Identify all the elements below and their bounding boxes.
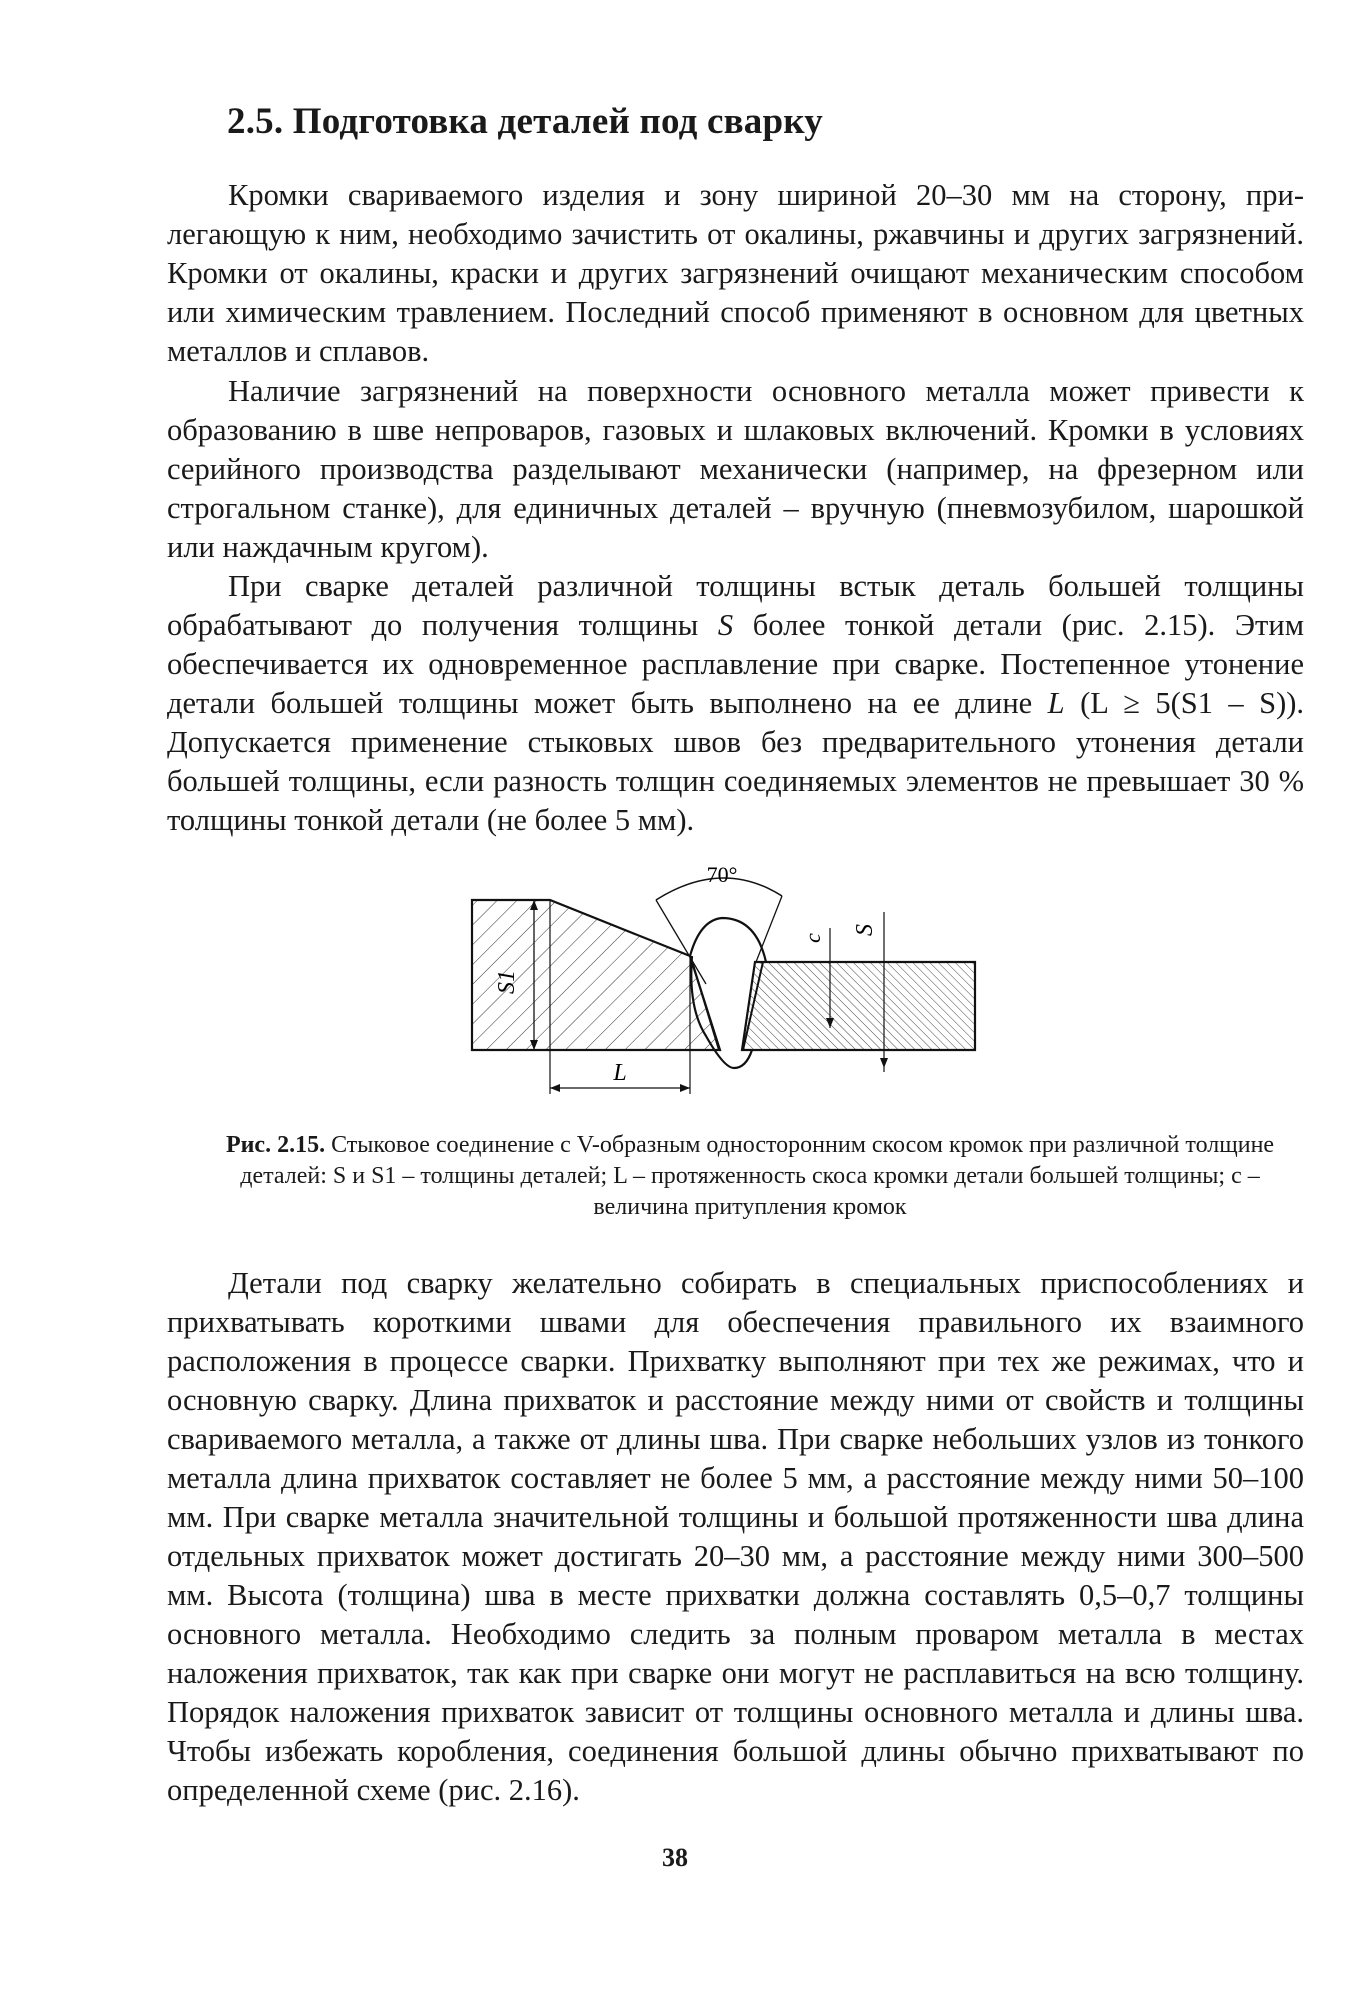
length-formula: (L ≥ 5(S1 – S)) <box>1080 686 1297 720</box>
section-title: 2.5. Подготовка деталей под сварку <box>227 101 823 142</box>
paragraph-1: Кромки свариваемого изделия и зону шириной 20–30 мм на сторону, прилегающую к ним, необходимо зачистить от окалины, ржавчины и других загрязнений. Кромки от окалины, краски и других загрязнений очищают механическим способом или химическим травлением. Последний способ применяют в основном для цветных металлов и сплавов. <box>167 178 1304 368</box>
caption-text: Стыковое соединение с V-образным односторонним скосом кромок при различной толщине деталей: S и S1 – толщины деталей; L – протяженность скоса кромки детали большей толщины; c – величина притупления кромок <box>240 1132 1275 1220</box>
label-s: S <box>852 924 878 936</box>
butt-joint-diagram <box>460 858 990 1098</box>
figure-caption <box>200 1130 1300 1223</box>
label-c: c <box>800 933 825 943</box>
angle-label: 70° <box>706 862 738 887</box>
paragraph-2: Наличие загрязнений на поверхности основного металла может привести к образованию в шве непроваров, газовых и шлаковых включений. Кромки в условиях серийного производства разделывают механически (например, на фрезерном или строгальном станке), для единичных деталей – вручную (пневмозубилом, шарошкой или наждачным кругом). <box>167 374 1304 564</box>
thin-plate <box>742 962 975 1050</box>
label-s1: S1 <box>494 970 520 994</box>
caption-label: Рис. 2.15. <box>225 1132 326 1158</box>
paragraph-3-text-c: . Допускается применение стыковых швов без предварительного утонения детали большей толщины, если разность толщин соединяемых элементов не превышает 30 % толщины тонкой детали (не более 5 мм). <box>167 686 1305 837</box>
paragraph-3-text-a: При сварке деталей различной толщины встык деталь большей толщины обрабатывают до получения толщины <box>167 569 1304 642</box>
label-l: L <box>613 1060 627 1086</box>
paragraph-3 <box>167 567 1304 840</box>
paragraph-4: Детали под сварку желательно собирать в специальных приспособлениях и прихватывать короткими швами для обеспечения правильного их взаимного расположения в процессе сварки. Прихватку выполняют при тех же режимах, что и основную сварку. Длина прихваток и расстояние между ними от свойств и толщины свариваемого металла, а также от длины шва. При сварке небольших узлов из тонкого металла длина прихваток составляет не более 5 мм, а расстояние между ними 50–100 мм. При сварке металла значительной толщины и большой протяженности шва длина отдельных прихваток может достигать 20–30 мм, а расстояние между ними 300–500 мм. Высота (толщина) шва в месте прихватки должна составлять 0,5–0,7 толщины основного металла. Необходимо следить за полным проваром металла в местах наложения прихваток, так как при сварке они могут не расплавиться на всю толщину. Порядок наложения прихваток зависит от толщины основного металла и длины шва. Чтобы избежать коробления, соединения большой длины обычно прихватывают по определенной схеме (рис. 2.16). <box>167 1266 1304 1807</box>
page-number: 38 <box>662 1843 688 1872</box>
butt-joint-figure <box>460 858 990 1098</box>
weld-bead <box>690 918 766 962</box>
paragraph-3-text-b: более тонкой детали (рис. 2.15). Этим обеспечивается их одновременное расплавление при сварке. Постепенное утонение детали большей толщины может быть выполнено на ее длине <box>167 608 1305 720</box>
symbol-l: L <box>1047 686 1065 720</box>
symbol-s: S <box>717 608 734 642</box>
